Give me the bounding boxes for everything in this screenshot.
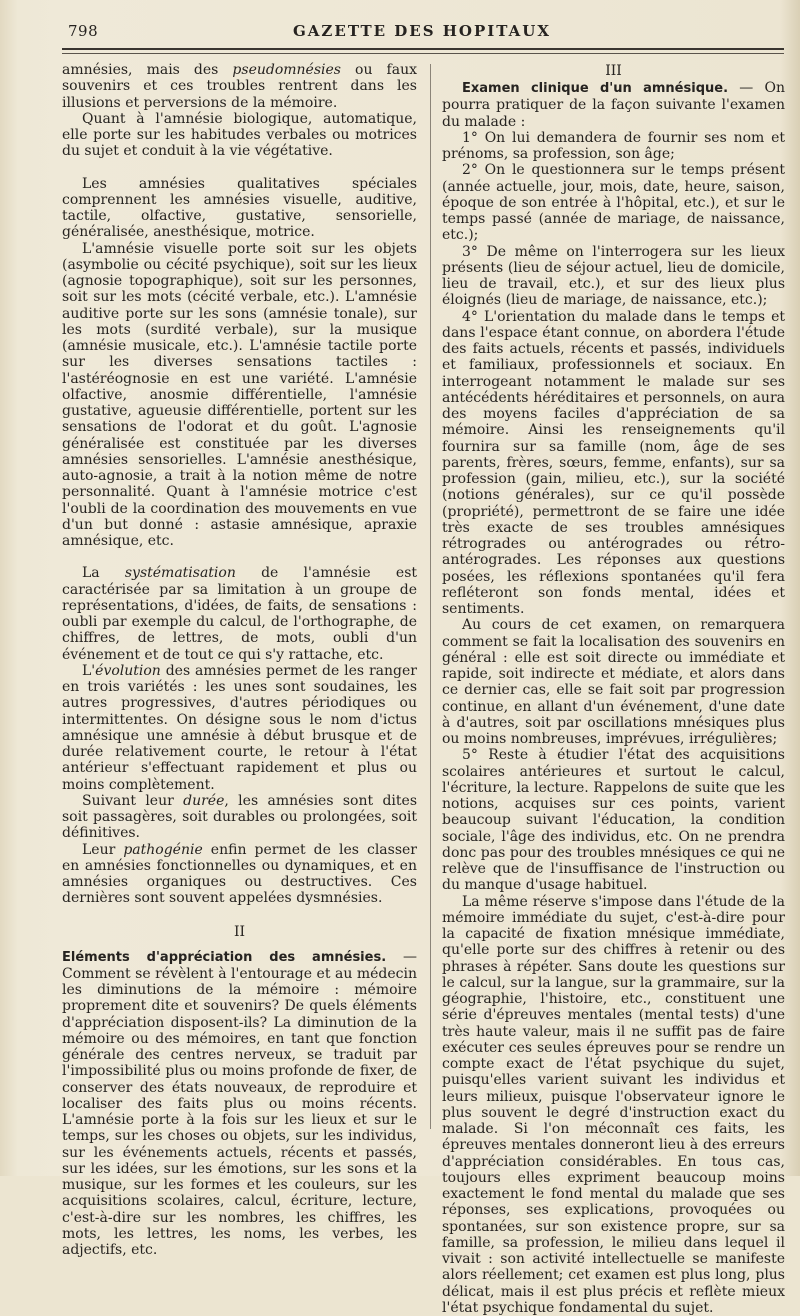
list-item-4: 4° L'orientation du malade dans le temps et dans l'espace étant connue, on abordera l'étude des faits actuels, récents et passés, individuels et familiaux, professionnels et sociaux. En interrogeant notamment le malade sur ses antécédents héréditaires et personnels, on aura des moyens faciles d'appréciation de sa mémoire. Ainsi les renseignements qu'il fournira sur sa famille (nom, âge de ses parents, frères, sœurs, femme, enfants), sur sa profession (gain, milieu, etc.), sur la société (notions générales), sur ce qu'il possède (propriété), permettront de se faire une idée très exacte de ses troubles amnésiques rétrogrades ou antérogrades ou rétro-antérogrades. Les réponses aux questions posées, les réflexions spontanées qu'il fera refléteront son fonds mental, idées et sentiments. [442, 309, 785, 618]
page-header [62, 22, 782, 44]
section-title-examen: Examen clinique d'un amnésique. [462, 81, 728, 96]
list-item-5: 5° Reste à étudier l'état des acquisitions scolaires antérieures et surtout le calcul, l'écriture, la lecture. Rappelons de suite que les notions, acquises sur ces points, varient beaucoup suivant l'éducation, la condition sociale, l'âge des individus, etc. On ne prendra donc pas pour des troubles mnésiques ce qui ne relève que de l'insuffisance de l'instruction ou du manque d'usage habituel. [442, 747, 785, 893]
paragraph-systematisation: La systématisation de l'amnésie est caractérisée par sa limitation à un groupe de représentations, d'idées, de faits, de sensations : oubli par exemple du calcul, de l'orthographe, de chiffres, de lettres, de mots, oubli d'un événement et de tout ce qui s'y rattache, etc. [62, 565, 417, 663]
list-item-2: 2° On le questionnera sur le temps présent (année actuelle, jour, mois, date, heure, saison, époque de son entrée à l'hôpital, etc.), et sur le temps passé (année de mariage, de naissance, etc.); [442, 162, 785, 243]
list-item-1: 1° On lui demandera de fournir ses nom et prénoms, sa profession, son âge; [442, 130, 785, 163]
section-title-elements: Eléments d'appréciation des amnésies. [62, 950, 386, 965]
left-column [62, 62, 417, 1258]
paragraph-localisation: Au cours de cet examen, on remarquera comment se fait la localisation des souvenirs en général : elle est soit directe ou immédiate et rapide, soit indirecte et médiate, et alors dans ce dernier cas, elle se fait soit par progression continue, en allant d'un événement, d'une date à d'autres, soit par oscillations mnésiques plus ou moins nombreuses, imprévues, irrégulières; [442, 617, 785, 747]
paragraph-memoire-immediate: La même réserve s'impose dans l'étude de la mémoire immédiate du sujet, c'est-à-dire pour la capacité de fixation mnésique immédiate, qu'elle porte sur des chiffres à retenir ou des phrases à répéter. Sans doute les questions sur le calcul, sur la langue, sur la grammaire, sur la géographie, l'histoire, etc., constituent une série d'épreuves mentales (mental tests) d'une très haute valeur, mais il ne suffit pas de faire exécuter ces seules épreuves pour se rendre un compte exact de l'état psychique du sujet, puisqu'elles varient suivant les individus et leurs milieux, puisque l'observateur ignore le plus souvent le degré d'instruction exact du malade. Si l'on méconnaît ces faits, les épreuves mentales donneront lieu à des erreurs d'appréciation considérables. En tous cas, toujours elles expriment beaucoup moins exactement le fond mental du malade que ses réponses, ses explications, provoquées ou spontanées, sur son existence propre, sur sa famille, sa profession, le milieu dans lequel il vivait : son activité intellectuelle se manifeste alors réellement; cet examen est plus long, plus délicat, mais il est plus précis et reflète mieux l'état psychique fondamental du sujet. [442, 894, 785, 1316]
list-item-3: 3° De même on l'interrogera sur les lieux présents (lieu de séjour actuel, lieu de domicile, lieu de travail, etc.), et sur des lieux plus éloignés (lieu de mariage, de naissance, etc.); [442, 244, 785, 309]
paragraph-amnesie-visuelle: L'amnésie visuelle porte soit sur les objets (asymbolie ou cécité psychique), soit sur les lieux (agnosie topographique), soit sur les personnes, soit sur les mots (cécité verbale, etc.). L'amnésie auditive porte sur les sons (amnésie tonale), sur les mots (surdité verbale), sur la musique (amnésie musicale, etc.). L'amnésie tactile porte sur les diverses sensations tactiles : l'astéréognosie en est une variété. L'amnésie olfactive, anosmie différentielle, l'amnésie gustative, agueusie différentielle, portent sur les sensations de l'odorat et du goût. L'agnosie généralisée est constituée par les diverses amnésies sensorielles. L'amnésie anesthésique, auto-agnosie, a trait à la notion même de notre personnalité. Quant à l'amnésie motrice c'est l'oubli de la coordination des mouvements en vue d'un but donné : astasie amnésique, apraxie amnésique, etc. [62, 241, 417, 550]
header-rule-thin [62, 53, 784, 54]
paragraph-amnesies-qualitatives: Les amnésies qualitatives spéciales comprennent les amnésies visuelle, auditive, tactile, olfactive, gustative, sensorielle, généralisée, anesthésique, motrice. [62, 176, 417, 241]
page-number: 798 [68, 22, 98, 40]
section-number-ii: II [62, 923, 417, 941]
section-number-iii: III [442, 62, 785, 80]
paragraph-duree: Suivant leur durée, les amnésies sont dites soit passagères, soit durables ou prolongées, soit définitives. [62, 793, 417, 842]
paragraph-pseudomnesies: amnésies, mais des pseudomnésies ou faux souvenirs et ces troubles rentrent dans les illusions et perversions de la mémoire. [62, 62, 417, 111]
column-divider [430, 64, 431, 1129]
paragraph-evolution: L'évolution des amnésies permet de les ranger en trois variétés : les unes sont soudaines, les autres progressives, d'autres périodiques ou intermittentes. On désigne sous le nom d'ictus amnésique une amnésie à début brusque et de durée relativement courte, le retour à l'état antérieur s'effectuant rapidement et plus ou moins complètement. [62, 663, 417, 793]
paragraph-section-iii-intro: Examen clinique d'un amnésique. — On pourra pratiquer de la façon suivante l'examen du malade : [442, 80, 785, 130]
paragraph-pathogenie: Leur pathogénie enfin permet de les classer en amnésies fonctionnelles ou dynamiques, et en amnésies organiques ou destructives. Ces dernières sont souvent appelées dysmnésies. [62, 842, 417, 907]
paragraph-amnesie-biologique: Quant à l'amnésie biologique, automatique, elle porte sur les habitudes verbales ou motrices du sujet et conduit à la vie végétative. [62, 111, 417, 160]
journal-title: GAZETTE DES HOPITAUX [62, 22, 782, 40]
paragraph-section-ii: Eléments d'appréciation des amnésies. — Comment se révèlent à l'entourage et au médecin les diminutions de la mémoire : mémoire proprement dite et souvenirs? De quels éléments d'appréciation disposent-ils? La diminution de la mémoire ou des mémoires, en tant que fonction générale des centres nerveux, se traduit par l'impossibilité plus ou moins profonde de fixer, de conserver des états nouveaux, de reproduire et localiser des faits plus ou moins récents. L'amnésie porte à la fois sur les lieux et sur le temps, sur les choses ou objets, sur les individus, sur les événements actuels, récents et passés, sur les idées, sur les émotions, sur les sons et la musique, sur les formes et les couleurs, sur les acquisitions scolaires, calcul, écriture, lecture, c'est-à-dire sur les nombres, les chiffres, les mots, les lettres, les noms, les verbes, les adjectifs, etc. [62, 949, 417, 1259]
right-column [442, 62, 785, 1316]
header-rule-thick [62, 48, 784, 50]
